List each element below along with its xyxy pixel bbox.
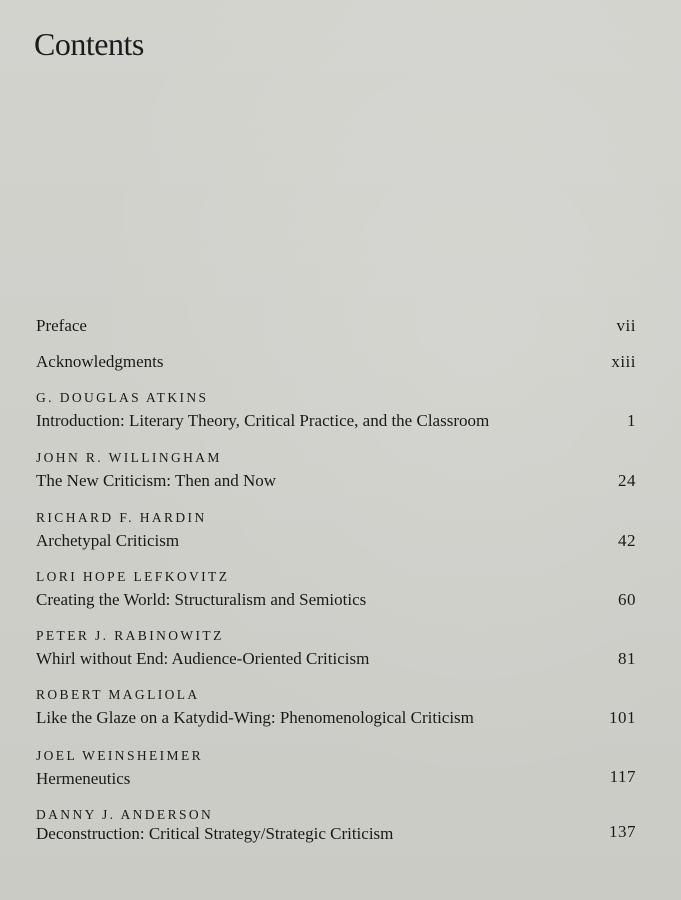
chapter-author: PETER J. RABINOWITZ bbox=[36, 628, 224, 643]
entry-title: Acknowledgments bbox=[36, 352, 164, 371]
chapter-page-number: 101 bbox=[609, 708, 636, 727]
chapter-author: LORI HOPE LEFKOVITZ bbox=[36, 569, 230, 584]
chapter-author: JOHN R. WILLINGHAM bbox=[36, 450, 222, 465]
chapter-page-number: 24 bbox=[618, 471, 636, 490]
chapter-page-number: 1 bbox=[627, 411, 636, 430]
chapter-title: Archetypal Criticism bbox=[36, 531, 180, 550]
chapter-page-number: 137 bbox=[609, 822, 636, 841]
chapter-page-number: 42 bbox=[618, 531, 636, 550]
chapter-title: Hermeneutics bbox=[36, 769, 131, 788]
chapter-title: Like the Glaze on a Katydid-Wing: Phenomenological Criticism bbox=[36, 708, 474, 727]
chapter-author: ROBERT MAGLIOLA bbox=[36, 687, 200, 702]
chapter-author: DANNY J. ANDERSON bbox=[36, 807, 214, 822]
chapter-title: Creating the World: Structuralism and Semiotics bbox=[36, 590, 367, 609]
chapter-page-number: 81 bbox=[618, 649, 636, 668]
chapter-author: G. DOUGLAS ATKINS bbox=[36, 390, 209, 405]
chapter-title: Whirl without End: Audience-Oriented Criticism bbox=[36, 649, 370, 668]
entry-page-number: xiii bbox=[611, 352, 636, 371]
chapter-author: JOEL WEINSHEIMER bbox=[36, 748, 204, 763]
chapter-page-number: 60 bbox=[618, 590, 636, 609]
chapter-author: RICHARD F. HARDIN bbox=[36, 510, 207, 525]
page-title: Contents bbox=[34, 26, 144, 62]
entry-title: Preface bbox=[36, 316, 87, 335]
chapter-title: Deconstruction: Critical Strategy/Strategic Criticism bbox=[36, 824, 394, 843]
chapter-title: Introduction: Literary Theory, Critical Practice, and the Classroom bbox=[36, 411, 490, 430]
chapter-page-number: 117 bbox=[609, 767, 636, 786]
entry-page-number: vii bbox=[616, 316, 636, 335]
bleed-through-text bbox=[440, 10, 680, 240]
chapter-title: The New Criticism: Then and Now bbox=[36, 471, 277, 490]
